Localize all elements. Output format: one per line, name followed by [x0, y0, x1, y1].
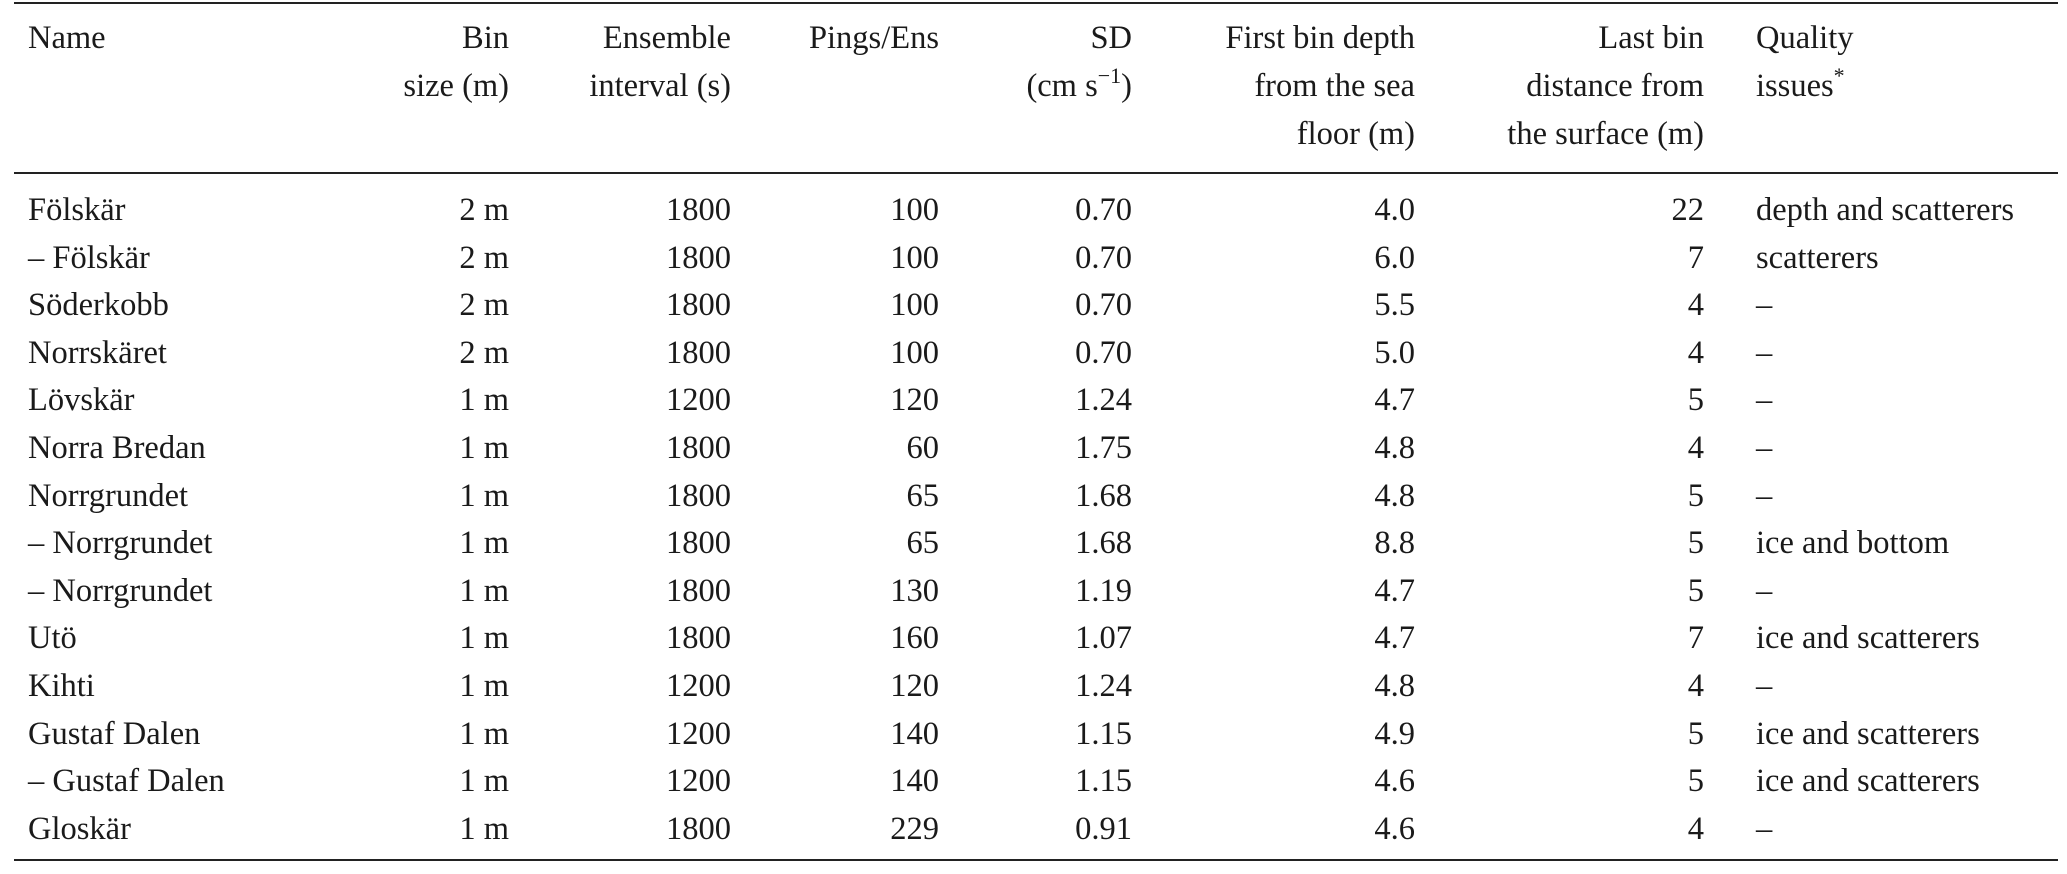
adcp-settings-table	[14, 2, 2058, 861]
cell-first-bin-depth: 8.8	[1374, 525, 1415, 562]
cell-pings: 229	[890, 810, 939, 847]
cell-bin-size: 1 m	[459, 620, 509, 657]
cell-ensemble-interval: 1200	[666, 667, 731, 704]
cell-bin-size: 1 m	[459, 382, 509, 419]
cell-bin-size: 2 m	[459, 287, 509, 324]
table-header	[14, 3, 2058, 173]
cell-first-bin-depth: 4.6	[1374, 810, 1415, 847]
cell-ensemble-interval: 1200	[666, 382, 731, 419]
cell-quality-issues: ice and scatterers	[1756, 763, 1980, 800]
cell-sd: 1.75	[1075, 429, 1132, 466]
cell-last-bin-distance: 5	[1687, 572, 1704, 609]
cell-last-bin-distance: 4	[1687, 810, 1704, 847]
cell-bin-size: 1 m	[459, 429, 509, 466]
header-standard-deviation: SD (cm $s^{-1}$)	[939, 3, 1132, 173]
cell-bin-size: 2 m	[459, 192, 509, 228]
cell-pings: 100	[890, 192, 939, 228]
table-row	[14, 282, 2058, 330]
cell-ensemble-interval: 1800	[666, 572, 731, 609]
cell-sd: 0.91	[1075, 810, 1132, 847]
table-row	[14, 615, 2058, 663]
cell-ensemble-interval: 1200	[666, 763, 731, 800]
cell-quality-issues: –	[1756, 810, 1773, 847]
cell-first-bin-depth: 6.0	[1374, 239, 1415, 276]
cell-last-bin-distance: 5	[1687, 382, 1704, 419]
cell-last-bin-distance: 4	[1687, 287, 1704, 324]
cell-last-bin-distance: 4	[1687, 334, 1704, 371]
header-first-bin-depth: First bin depth from the sea floor (m)	[1132, 3, 1415, 173]
cell-last-bin-distance: 4	[1687, 667, 1704, 704]
cell-sd: 0.70	[1075, 287, 1132, 324]
quality-issues-footnote-label: issues*	[1756, 63, 1845, 104]
table-row	[14, 425, 2058, 473]
cell-ensemble-interval: 1800	[666, 192, 731, 228]
cell-quality-issues: –	[1756, 287, 1773, 324]
cell-first-bin-depth: 4.8	[1374, 429, 1415, 466]
header-quality-issues: Quality issues*	[1704, 3, 2058, 173]
cell-quality-issues: ice and scatterers	[1756, 620, 1980, 657]
cell-ensemble-interval: 1800	[666, 620, 731, 657]
cell-last-bin-distance: 4	[1687, 429, 1704, 466]
cell-pings: 100	[890, 334, 939, 371]
cell-name: – Norrgrundet	[28, 525, 213, 562]
table-row	[14, 235, 2058, 283]
cell-sd: 1.19	[1075, 572, 1132, 609]
cell-pings: 100	[890, 239, 939, 276]
cell-pings: 120	[890, 382, 939, 419]
cell-bin-size: 1 m	[459, 763, 509, 800]
cell-first-bin-depth: 4.8	[1374, 667, 1415, 704]
cell-pings: 120	[890, 667, 939, 704]
cell-sd: 1.24	[1075, 382, 1132, 419]
table-row	[14, 173, 2058, 235]
cell-last-bin-distance: 5	[1687, 525, 1704, 562]
cell-ensemble-interval: 1800	[666, 429, 731, 466]
cell-pings: 130	[890, 572, 939, 609]
cell-name: Norrskäret	[28, 334, 167, 371]
cell-quality-issues: –	[1756, 382, 1773, 419]
cell-pings: 160	[890, 620, 939, 657]
cell-name: – Gustaf Dalen	[28, 763, 225, 800]
cell-first-bin-depth: 4.0	[1374, 192, 1415, 228]
table-row	[14, 377, 2058, 425]
cell-quality-issues: scatterers	[1756, 239, 1879, 276]
cell-quality-issues: –	[1756, 429, 1773, 466]
cell-first-bin-depth: 4.7	[1374, 620, 1415, 657]
cell-last-bin-distance: 5	[1687, 763, 1704, 800]
cell-name: Söderkobb	[28, 287, 169, 324]
table-row	[14, 330, 2058, 378]
cell-sd: 1.68	[1075, 525, 1132, 562]
cell-sd: 1.15	[1075, 763, 1132, 800]
cell-bin-size: 1 m	[459, 715, 509, 752]
cell-first-bin-depth: 4.7	[1374, 572, 1415, 609]
cell-bin-size: 2 m	[459, 334, 509, 371]
cell-quality-issues: ice and bottom	[1756, 525, 1950, 562]
cell-bin-size: 1 m	[459, 525, 509, 562]
header-bin-size: Bin size (m)	[368, 3, 509, 173]
cell-ensemble-interval: 1800	[666, 287, 731, 324]
table-row	[14, 711, 2058, 759]
cell-pings: 140	[890, 763, 939, 800]
cell-name: Norrgrundet	[28, 477, 189, 514]
table-row	[14, 473, 2058, 521]
cell-ensemble-interval: 1800	[666, 477, 731, 514]
table-row	[14, 520, 2058, 568]
table-row	[14, 568, 2058, 616]
header-pings-per-ensemble: Pings/Ens	[731, 3, 939, 173]
header-last-bin-distance: Last bin distance from the surface (m)	[1415, 3, 1704, 173]
cell-sd: 1.24	[1075, 667, 1132, 704]
cell-last-bin-distance: 5	[1687, 477, 1704, 514]
cell-first-bin-depth: 5.5	[1374, 287, 1415, 324]
cell-last-bin-distance: 7	[1687, 620, 1704, 657]
cell-pings: 100	[890, 287, 939, 324]
cell-name: – Norrgrundet	[28, 572, 213, 609]
cell-name: Kihti	[28, 667, 95, 704]
cell-first-bin-depth: 4.7	[1374, 382, 1415, 419]
cell-pings: 65	[906, 477, 939, 514]
cell-sd: 0.70	[1075, 239, 1132, 276]
header-row	[14, 3, 2058, 173]
cell-last-bin-distance: 5	[1687, 715, 1704, 752]
cell-quality-issues: –	[1756, 572, 1773, 609]
cell-quality-issues: ice and scatterers	[1756, 715, 1980, 752]
cell-sd: 1.68	[1075, 477, 1132, 514]
cell-quality-issues: –	[1756, 477, 1773, 514]
cell-sd: 1.15	[1075, 715, 1132, 752]
table-row	[14, 806, 2058, 861]
table-row	[14, 758, 2058, 806]
cell-sd: 1.07	[1075, 620, 1132, 657]
cell-last-bin-distance: 7	[1687, 239, 1704, 276]
cell-pings: 140	[890, 715, 939, 752]
cell-bin-size: 1 m	[459, 667, 509, 704]
sd-unit: (cm $s^{-1}$)	[1026, 63, 1132, 104]
cell-ensemble-interval: 1200	[666, 715, 731, 752]
cell-ensemble-interval: 1800	[666, 334, 731, 371]
cell-name: Norra Bredan	[28, 429, 206, 466]
cell-last-bin-distance: 22	[1671, 192, 1704, 228]
cell-bin-size: 1 m	[459, 477, 509, 514]
cell-name: Fölskär	[28, 192, 126, 228]
cell-pings: 65	[906, 525, 939, 562]
cell-name: – Fölskär	[28, 239, 150, 276]
cell-quality-issues: –	[1756, 667, 1773, 704]
cell-sd: 0.70	[1075, 192, 1132, 228]
cell-name: Gloskär	[28, 810, 131, 847]
table-row	[14, 663, 2058, 711]
cell-bin-size: 2 m	[459, 239, 509, 276]
cell-quality-issues: depth and scatterers	[1756, 192, 2015, 228]
cell-first-bin-depth: 4.9	[1374, 715, 1415, 752]
cell-sd: 0.70	[1075, 334, 1132, 371]
cell-pings: 60	[906, 429, 939, 466]
cell-first-bin-depth: 5.0	[1374, 334, 1415, 371]
cell-first-bin-depth: 4.6	[1374, 763, 1415, 800]
cell-name: Gustaf Dalen	[28, 715, 201, 752]
cell-ensemble-interval: 1800	[666, 810, 731, 847]
header-name: Name	[14, 3, 368, 173]
header-ensemble-interval: Ensemble interval (s)	[509, 3, 731, 173]
cell-ensemble-interval: 1800	[666, 239, 731, 276]
cell-ensemble-interval: 1800	[666, 525, 731, 562]
cell-first-bin-depth: 4.8	[1374, 477, 1415, 514]
cell-bin-size: 1 m	[459, 810, 509, 847]
cell-name: Utö	[28, 620, 77, 657]
table-body	[14, 173, 2058, 860]
cell-quality-issues: –	[1756, 334, 1773, 371]
cell-bin-size: 1 m	[459, 572, 509, 609]
cell-name: Lövskär	[28, 382, 135, 419]
